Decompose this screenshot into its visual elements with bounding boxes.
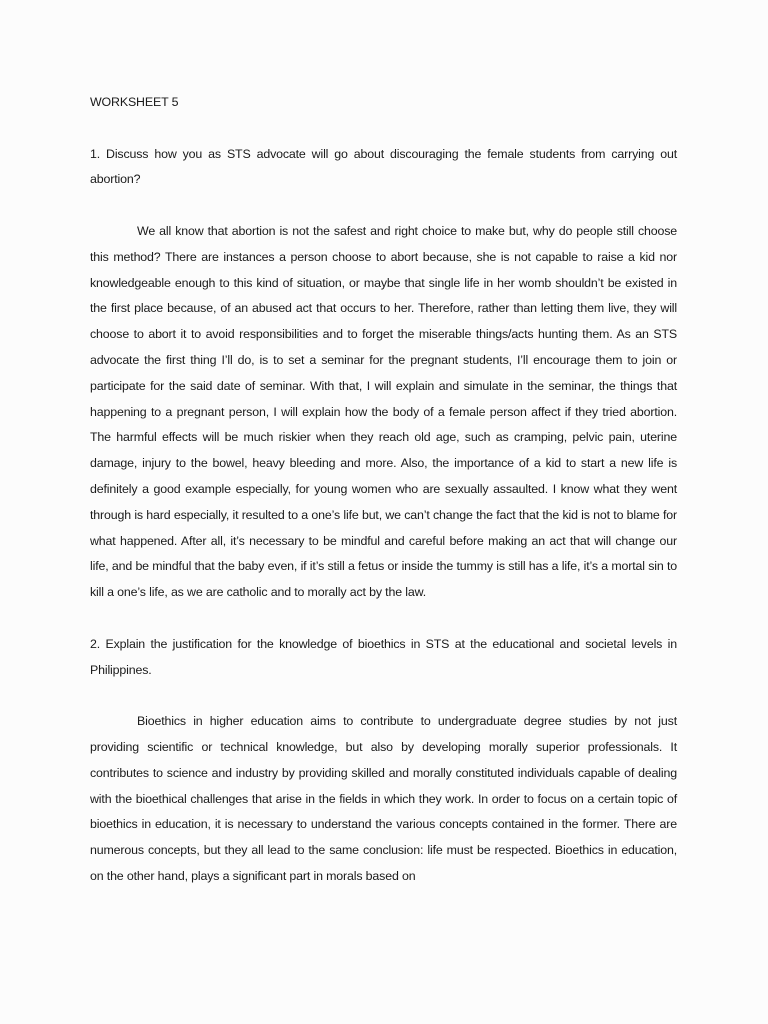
answer-1: We all know that abortion is not the safest and right choice to make but, why do people still choose this method? There are instances a person choose to abort because, she is not capable to raise a kid nor knowledgeable enough to this kind of situation, or maybe that single life in her womb shouldn’t be existed in the first place because, of an abused act that occurs to her. Therefore, rather than letting them live, they will choose to abort it to avoid responsibilities and to forget the miserable things/acts hunting them. As an STS advocate the first thing I’ll do, is to set a seminar for the pregnant students, I’ll encourage them to join or participate for the said date of seminar. With that, I will explain and simulate in the seminar, the things that happening to a pregnant person, I will explain how the body of a female person affect if they tried abortion. The harmful effects will be much riskier when they reach old age, such as cramping, pelvic pain, uterine damage, injury to the bowel, heavy bleeding and more. Also, the importance of a kid to start a new life is definitely a good example especially, for young women who are sexually assaulted. I know what they went through is hard especially, it resulted to a one’s life but, we can’t change the fact that the kid is not to blame for what happened. After all, it’s necessary to be mindful and careful before making an act that will change our life, and be mindful that the baby even, if it’s still a fetus or inside the tummy is still has a life, it’s a mortal sin to kill a one’s life, as we are catholic and to morally act by the law. (90, 223, 677, 600)
question-2: 2. Explain the justification for the knowledge of bioethics in STS at the educational and societal levels in Philippines. (90, 636, 677, 677)
worksheet-title: WORKSHEET 5 (90, 95, 179, 109)
question-1: 1. Discuss how you as STS advocate will go about discouraging the female students from carrying out abortion? (90, 146, 677, 187)
answer-2: Bioethics in higher education aims to contribute to undergraduate degree studies by not just providing scientific or technical knowledge, but also by developing morally superior professionals. It contributes to science and industry by providing skilled and morally constituted individuals capable of dealing with the bioethical challenges that arise in the fields in which they work. In order to focus on a certain topic of bioethics in education, it is necessary to understand the various concepts contained in the former. There are numerous concepts, but they all lead to the same conclusion: life must be respected. Bioethics in education, on the other hand, plays a significant part in morals based on (90, 714, 677, 883)
document-body (90, 90, 677, 890)
